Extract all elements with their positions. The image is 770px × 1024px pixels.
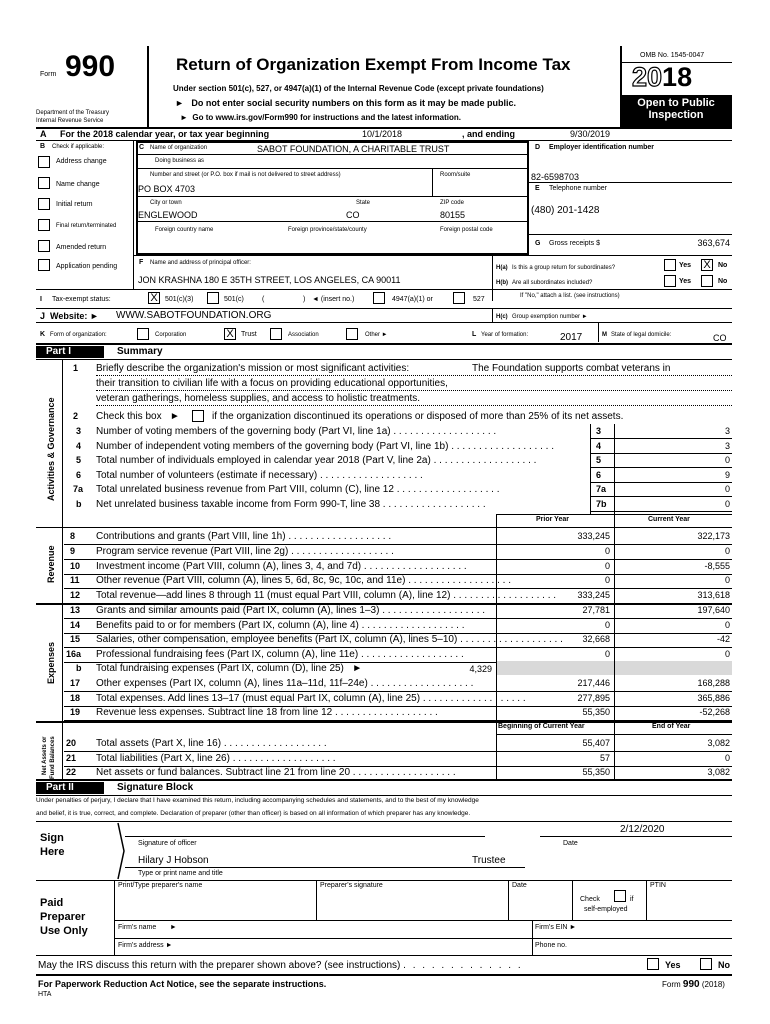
hc-label: H(c) <box>496 314 508 320</box>
omb-number: OMB No. 1545-0047 <box>640 52 705 59</box>
gov-line-num: 5 <box>76 455 82 466</box>
foreign-country-caption: Foreign country name <box>155 227 214 233</box>
name-change-label: Name change <box>56 181 100 188</box>
fin-line-num: 15 <box>70 634 81 645</box>
street-caption: Number and street (or P.O. box if mail is not delivered to street address) <box>150 172 341 178</box>
fin-line-num: 18 <box>70 692 81 703</box>
principal-officer-caption: Name and address of principal officer: <box>150 260 251 266</box>
ptin-caption: PTIN <box>650 882 666 889</box>
hb-label: H(b) <box>496 280 508 286</box>
ha-label: H(a) <box>496 265 508 271</box>
prior-year-value[interactable]: 333,245 <box>577 531 610 541</box>
form-title: Return of Organization Exempt From Income Tax <box>176 55 571 74</box>
4947-label: 4947(a)(1) or <box>392 296 433 303</box>
discuss-yes-label: Yes <box>665 960 681 970</box>
fin-line-text: Contributions and grants (Part VIII, line 1h) . . . . . . . . . . . . . . . . . . . <box>96 531 392 542</box>
preparer-name-caption: Print/Type preparer's name <box>118 882 203 889</box>
line-1-num: 1 <box>73 363 79 373</box>
gov-row-rule <box>590 482 732 483</box>
final-return-label: Final return/terminated <box>56 223 117 229</box>
discontinued-checkbox[interactable] <box>192 410 204 422</box>
net-line-num: 20 <box>66 738 77 748</box>
hb-no-checkbox[interactable] <box>701 275 713 287</box>
association-checkbox[interactable] <box>270 328 282 340</box>
h-note: If "No," attach a list. (see instructions) <box>520 293 620 299</box>
city-caption: City or town <box>150 200 182 206</box>
corporation-label: Corporation <box>155 332 187 338</box>
fin-line-num: 12 <box>70 590 81 601</box>
application-pending-label: Application pending <box>56 263 118 270</box>
eoy-value[interactable]: 3,082 <box>707 738 730 748</box>
preparer-label: Preparer <box>40 911 86 923</box>
gov-line-value[interactable]: 0 <box>724 484 730 495</box>
state-domicile-value[interactable]: CO <box>713 333 727 343</box>
net-line-text: Net assets or fund balances. Subtract line 21 from line 20 . . . . . . . . . . . . . . . . . . . <box>96 767 456 779</box>
hb-text: Are all subordinates included? <box>512 280 593 286</box>
side-revenue: Revenue <box>46 545 56 583</box>
line-2-num: 2 <box>73 411 79 421</box>
current-year-value[interactable]: 0 <box>724 575 730 586</box>
prior-year-value[interactable]: 32,668 <box>582 634 610 645</box>
instructions-notice: ► Go to www.irs.gov/Form990 for instructions and the latest information. <box>180 113 461 122</box>
state[interactable]: CO <box>346 210 360 220</box>
foreign-postal-caption: Foreign postal code <box>440 227 493 233</box>
501c-label: 501(c) <box>224 296 244 303</box>
gov-line-box: 7a <box>596 484 607 495</box>
gov-line-box: 3 <box>596 426 602 436</box>
check-if-applicable: Check if applicable: <box>52 144 105 150</box>
fin-line-num: 10 <box>70 560 81 571</box>
eoy-value[interactable]: 3,082 <box>707 767 730 778</box>
firm-ein-caption: Firm's EIN ► <box>535 924 577 931</box>
fin-line-text: Investment income (Part VIII, column (A), lines 3, 4, and 7d) . . . . . . . . . . . . . . . . . . . <box>96 560 467 572</box>
prior-year-value[interactable]: 217,446 <box>577 678 610 688</box>
line-2-text-b: if the organization discontinued its operations or disposed of more than 25% of its net assets. <box>212 411 624 422</box>
fin-line-text: Total expenses. Add lines 13–17 (must equal Part IX, column (A), line 25) . . . . . . . . . . . . . . . . . . . <box>96 692 526 704</box>
fin-line-text: Benefits paid to or for members (Part IX, column (A), line 4) . . . . . . . . . . . . . . . . . . . <box>96 619 465 631</box>
website-url[interactable]: WWW.SABOTFOUNDATION.ORG <box>116 310 272 321</box>
state-domicile-caption: State of legal domicile: <box>611 332 672 338</box>
sign-label: Sign <box>40 832 64 844</box>
gov-line-text: Number of voting members of the governing body (Part VI, line 1a) . . . . . . . . . . . . . . . . . . . <box>96 426 497 437</box>
current-year-value[interactable]: 168,288 <box>697 678 730 688</box>
dept-treasury: Department of the Treasury <box>36 110 110 116</box>
ha-no-checkbox[interactable]: X <box>701 259 713 271</box>
form-label: Form <box>40 71 57 78</box>
ha-yes-checkbox[interactable] <box>664 259 676 271</box>
side-fund-balances: Fund Balances <box>50 736 56 779</box>
discuss-no-label: No <box>718 960 730 970</box>
gov-line-text: Total unrelated business revenue from Part VIII, column (C), line 12 . . . . . . . . . . . . . . . . . . . <box>96 484 500 496</box>
gov-row-rule <box>590 511 732 512</box>
gov-line-value[interactable]: 3 <box>724 440 730 451</box>
state-caption: State <box>356 200 371 206</box>
application-pending-checkbox[interactable] <box>38 259 50 271</box>
527-checkbox[interactable] <box>453 292 465 304</box>
fin-line-num: 14 <box>70 619 81 630</box>
tax-year: 2018 <box>632 62 693 92</box>
firm-name-caption: Firm's name ► <box>118 924 177 931</box>
room-caption: Room/suite <box>440 172 471 178</box>
section-c-label: C <box>139 144 145 151</box>
gov-row-rule <box>590 467 732 468</box>
fin-line-text: Professional fundraising fees (Part IX, column (A), line 11e) . . . . . . . . . . . . . . . . . . . <box>96 648 464 660</box>
gov-line-text: Number of independent voting members of the governing body (Part VI, line 1b) . . . . . . . . . . . . . . . . . . . <box>96 440 554 452</box>
corporation-checkbox[interactable] <box>137 328 149 340</box>
gov-row-rule <box>590 438 732 439</box>
prior-year-header: Prior Year <box>536 516 569 523</box>
fin-line-num: 11 <box>70 575 80 586</box>
website-caption: Website: ► <box>50 311 99 321</box>
line-a-text: For the 2018 calendar year, or tax year beginning <box>60 129 270 139</box>
discuss-no-checkbox[interactable] <box>700 958 712 970</box>
fin-line-text: Total revenue—add lines 8 through 11 (must equal Part VIII, column (A), line 12) . . . . . . . . . . . . . . . . . . . <box>96 590 557 602</box>
eoy-header: End of Year <box>652 723 691 730</box>
line-16b-text: Total fundraising expenses (Part IX, column (D), line 25) ► <box>96 663 363 674</box>
fin-line-text: Other expenses (Part IX, column (A), lines 11a–11d, 11f–24e) . . . . . . . . . . . . . . . . . . . <box>96 678 474 689</box>
boy-header: Beginning of Current Year <box>498 723 585 730</box>
tax-year-begin: 10/1/2018 <box>362 129 403 139</box>
section-e-label: E <box>535 185 540 192</box>
hb-yes-label: Yes <box>679 278 692 285</box>
fin-line-text: Other revenue (Part VIII, column (A), lines 5, 6d, 8c, 9c, 10c, and 11e) . . . . . . . . . . . . . . . . . . . <box>96 575 511 587</box>
part2-tag: Part II <box>36 782 104 794</box>
fin-line-text: Revenue less expenses. Subtract line 18 from line 12 . . . . . . . . . . . . . . . . . . . <box>96 707 438 719</box>
current-year-value[interactable]: 322,173 <box>697 531 730 541</box>
ein-caption: Employer identification number <box>549 144 655 151</box>
side-expenses: Expenses <box>46 641 56 684</box>
initial-return-checkbox[interactable] <box>38 198 50 210</box>
501c3-checkbox[interactable]: X <box>148 292 160 304</box>
fin-line-num: 17 <box>70 678 81 688</box>
signature-date[interactable]: 2/12/2020 <box>620 824 665 835</box>
gov-line-value[interactable]: 3 <box>724 426 730 436</box>
section-g-label: G <box>535 240 541 247</box>
gov-line-num: 6 <box>76 469 82 480</box>
net-line-num: 21 <box>66 752 77 763</box>
zip-code[interactable]: 80155 <box>440 210 466 220</box>
side-net-assets: Net Assets or <box>42 736 48 775</box>
net-line-text: Total liabilities (Part X, line 26) . . . . . . . . . . . . . . . . . . . <box>96 752 336 764</box>
gov-row-rule <box>590 453 732 454</box>
form-number: 990 <box>65 50 116 83</box>
section-b-label: B <box>40 143 46 150</box>
irs-discuss-question: May the IRS discuss this return with the preparer shown above? (see instructions) . . . . . . . . . . . . . <box>38 960 523 971</box>
line-2-text-a: Check this box ► <box>96 411 180 422</box>
prior-year-value[interactable]: 27,781 <box>582 605 610 615</box>
org-name[interactable]: SABOT FOUNDATION, A CHARITABLE TRUST <box>257 144 450 154</box>
year-formation-value[interactable]: 2017 <box>560 332 583 343</box>
part1-title: Summary <box>117 346 163 357</box>
gov-col-rule <box>614 424 615 514</box>
phone-no-caption: Phone no. <box>535 942 567 949</box>
mission-line-1[interactable]: The Foundation supports combat veterans in <box>472 363 671 374</box>
boy-value[interactable]: 55,407 <box>582 738 610 748</box>
net-line-text: Total assets (Part X, line 16) . . . . . . . . . . . . . . . . . . . <box>96 738 327 749</box>
mission-line-3[interactable]: veteran gatherings, homeless supplies, and access to holistic treatments. <box>96 393 421 404</box>
self-employed-checkbox[interactable] <box>614 890 626 902</box>
fin-line-num: 16a <box>66 648 82 659</box>
association-label: Association <box>288 332 319 338</box>
boy-value[interactable]: 55,350 <box>582 767 610 778</box>
gov-line-num: 3 <box>76 426 82 436</box>
final-return-checkbox[interactable] <box>38 219 50 231</box>
telephone-caption: Telephone number <box>549 185 607 192</box>
fin-line-num: 13 <box>70 605 81 615</box>
signature-date-caption: Date <box>563 840 578 847</box>
fin-line-num: 19 <box>70 707 81 718</box>
foreign-province-caption: Foreign province/state/county <box>288 227 367 233</box>
officer-name[interactable]: Hilary J Hobson <box>138 855 209 866</box>
zip-caption: ZIP code <box>440 200 464 206</box>
prior-year-value[interactable]: 0 <box>604 545 610 556</box>
use-only-label: Use Only <box>40 925 88 937</box>
gov-line-value[interactable]: 9 <box>724 469 730 480</box>
gov-col-rule <box>590 424 591 514</box>
gov-line-text: Net unrelated business taxable income from Form 990-T, line 38 . . . . . . . . . . . . . . . . . . . <box>96 499 486 510</box>
prior-year-value[interactable]: 333,245 <box>577 590 610 601</box>
line-j-label: J <box>40 311 46 321</box>
gov-line-box: 6 <box>596 469 602 480</box>
gov-line-num: 4 <box>76 440 82 451</box>
firm-address-caption: Firm's address ► <box>118 942 173 949</box>
self-employed-if: if <box>630 896 634 903</box>
dept-irs: Internal Revenue Service <box>36 118 104 124</box>
prior-year-value[interactable]: 0 <box>604 575 610 586</box>
section-f-label: F <box>139 259 144 266</box>
open-inspection-box: Open to Public Inspection <box>620 95 732 127</box>
current-year-value[interactable]: -42 <box>716 634 730 645</box>
fin-line-num: 8 <box>70 531 76 541</box>
paid-label: Paid <box>40 897 64 909</box>
hb-no-label: No <box>718 278 728 285</box>
trust-label: Trust <box>241 331 257 338</box>
current-year-value[interactable]: 197,640 <box>697 605 730 615</box>
trust-checkbox[interactable]: X <box>224 328 236 340</box>
ssn-notice: ► Do not enter social security numbers on this form as it may be made public. <box>175 98 516 108</box>
prior-year-value[interactable]: 0 <box>604 560 610 571</box>
line-k-label: K <box>40 331 46 338</box>
close-paren: ) <box>303 296 306 303</box>
self-employed-check-label: Check <box>580 896 600 903</box>
gov-line-box: 7b <box>596 499 607 509</box>
and-ending-label: , and ending <box>462 129 515 139</box>
side-activities-governance: Activities & Governance <box>46 397 56 501</box>
name-change-checkbox[interactable] <box>38 177 50 189</box>
line-i-label: I <box>40 296 42 303</box>
amended-return-checkbox[interactable] <box>38 240 50 252</box>
gov-line-value[interactable]: 0 <box>724 499 730 509</box>
preparer-signature-caption: Preparer's signature <box>320 882 383 889</box>
eoy-value[interactable]: 0 <box>724 752 730 763</box>
tax-year-end: 9/30/2019 <box>570 129 611 139</box>
here-label: Here <box>40 846 65 858</box>
other-label: Other ► <box>365 332 388 338</box>
current-year-value[interactable]: 313,618 <box>697 590 730 601</box>
amended-return-label: Amended return <box>56 244 107 251</box>
gov-row-rule <box>590 496 732 497</box>
hta-label: HTA <box>38 991 52 998</box>
org-name-caption: Name of organization <box>150 145 208 151</box>
net-line-num: 22 <box>66 767 77 778</box>
prior-year-value[interactable]: 277,895 <box>577 692 610 703</box>
form-of-org-caption: Form of organization: <box>50 332 107 338</box>
current-year-value[interactable]: 365,886 <box>697 692 730 703</box>
current-year-value[interactable]: 0 <box>724 619 730 630</box>
section-d-label: D <box>535 144 541 151</box>
tax-exempt-caption: Tax-exempt status: <box>52 296 111 303</box>
footer-form-id: Form 990 (2018) <box>662 979 725 990</box>
line-m-label: M <box>602 332 607 338</box>
hb-yes-checkbox[interactable] <box>664 275 676 287</box>
prior-year-value[interactable]: 0 <box>604 619 610 630</box>
address-change-label: Address change <box>56 158 107 165</box>
dba-caption: Doing business as <box>155 158 205 164</box>
gov-line-text: Total number of volunteers (estimate if necessary) . . . . . . . . . . . . . . . . . . . <box>96 469 423 481</box>
current-year-value[interactable]: -52,268 <box>699 707 730 718</box>
type-name-caption: Type or print name and title <box>138 870 223 877</box>
ein[interactable]: 82-6598703 <box>531 172 580 182</box>
address-change-checkbox[interactable] <box>38 156 50 168</box>
signature-officer-caption: Signature of officer <box>138 840 197 847</box>
net-top-rule <box>36 721 732 723</box>
fin-line-text: Grants and similar amounts paid (Part IX, column (A), lines 1–3) . . . . . . . . . . . . . . . . . . . <box>96 605 486 616</box>
current-year-value[interactable]: 0 <box>724 545 730 556</box>
sign-here-arrow-icon <box>108 821 128 881</box>
gov-line-box: 5 <box>596 455 602 466</box>
paperwork-notice: For Paperwork Reduction Act Notice, see the separate instructions. <box>38 979 327 989</box>
gov-line-box: 4 <box>596 440 602 451</box>
city[interactable]: ENGLEWOOD <box>138 210 198 220</box>
hc-text: Group exemption number ► <box>512 314 588 320</box>
line-16b-value[interactable]: 4,329 <box>469 664 492 674</box>
ha-text: Is this a group return for subordinates? <box>512 265 616 271</box>
open-paren: ( <box>262 296 265 303</box>
perjury-text-1: Under penalties of perjury, I declare that I have examined this return, including accompanying schedules and statements, and to the best of my knowledge <box>36 797 479 804</box>
current-year-value[interactable]: 0 <box>724 648 730 659</box>
street-address[interactable]: PO BOX 4703 <box>138 184 196 194</box>
initial-return-label: Initial return <box>56 201 93 208</box>
line-16b-num: b <box>76 663 82 673</box>
ha-no-label: No <box>718 262 728 269</box>
part1-tag: Part I <box>36 346 104 358</box>
527-label: 527 <box>473 296 485 303</box>
fin-line-text: Program service revenue (Part VIII, line 2g) . . . . . . . . . . . . . . . . . . . <box>96 545 394 557</box>
gov-line-num: b <box>76 499 82 509</box>
rev-top-rule <box>36 527 732 528</box>
boy-value[interactable]: 57 <box>599 752 610 763</box>
gov-line-text: Total number of individuals employed in calendar year 2018 (Part V, line 2a) . . . . . . . . . . . . . . . . . . . <box>96 455 537 467</box>
telephone[interactable]: (480) 201-1428 <box>531 205 600 216</box>
discuss-yes-checkbox[interactable] <box>647 958 659 970</box>
current-year-value[interactable]: -8,555 <box>704 560 730 571</box>
part2-title: Signature Block <box>117 782 194 793</box>
mission-line-2[interactable]: their transition to civilian life with a focus on providing educational opportunities, <box>96 378 448 389</box>
gov-line-value[interactable]: 0 <box>724 455 730 466</box>
501c3-label: 501(c)(3) <box>165 296 194 303</box>
preparer-date-caption: Date <box>512 882 527 889</box>
501c-checkbox[interactable] <box>207 292 219 304</box>
ha-yes-label: Yes <box>679 262 692 269</box>
gov-line-num: 7a <box>73 484 84 495</box>
4947-checkbox[interactable] <box>373 292 385 304</box>
line-l-label: L <box>472 331 477 338</box>
perjury-text-2: and belief, it is true, correct, and complete. Declaration of preparer (other than officer) is based on all information of which preparer has any knowledge. <box>36 810 471 817</box>
insert-no-label: ◄ (insert no.) <box>312 296 355 303</box>
self-employed-label: self-employed <box>584 906 628 913</box>
fin-line-text: Salaries, other compensation, employee benefits (Part IX, column (A), lines 5–10) . . . . . . . . . . . . . . . . . . . <box>96 634 563 646</box>
principal-officer[interactable]: JON KRASHNA 180 E 35TH STREET, LOS ANGELES, CA 90011 <box>138 275 401 285</box>
prior-year-value[interactable]: 0 <box>604 648 610 659</box>
gross-receipts-value[interactable]: 363,674 <box>697 238 730 248</box>
line-1-text: Briefly describe the organization's mission or most significant activities: <box>96 363 410 374</box>
line-a-label: A <box>40 129 47 139</box>
other-checkbox[interactable] <box>346 328 358 340</box>
current-year-header: Current Year <box>648 516 690 523</box>
prior-year-value[interactable]: 55,350 <box>582 707 610 718</box>
fin-line-num: 9 <box>70 545 76 556</box>
form-subtitle: Under section 501(c), 527, or 4947(a)(1) of the Internal Revenue Code (except private foundations) <box>173 84 544 93</box>
year-formation-caption: Year of formation: <box>481 332 529 338</box>
gross-receipts-caption: Gross receipts $ <box>549 240 600 247</box>
officer-title[interactable]: Trustee <box>472 855 506 866</box>
